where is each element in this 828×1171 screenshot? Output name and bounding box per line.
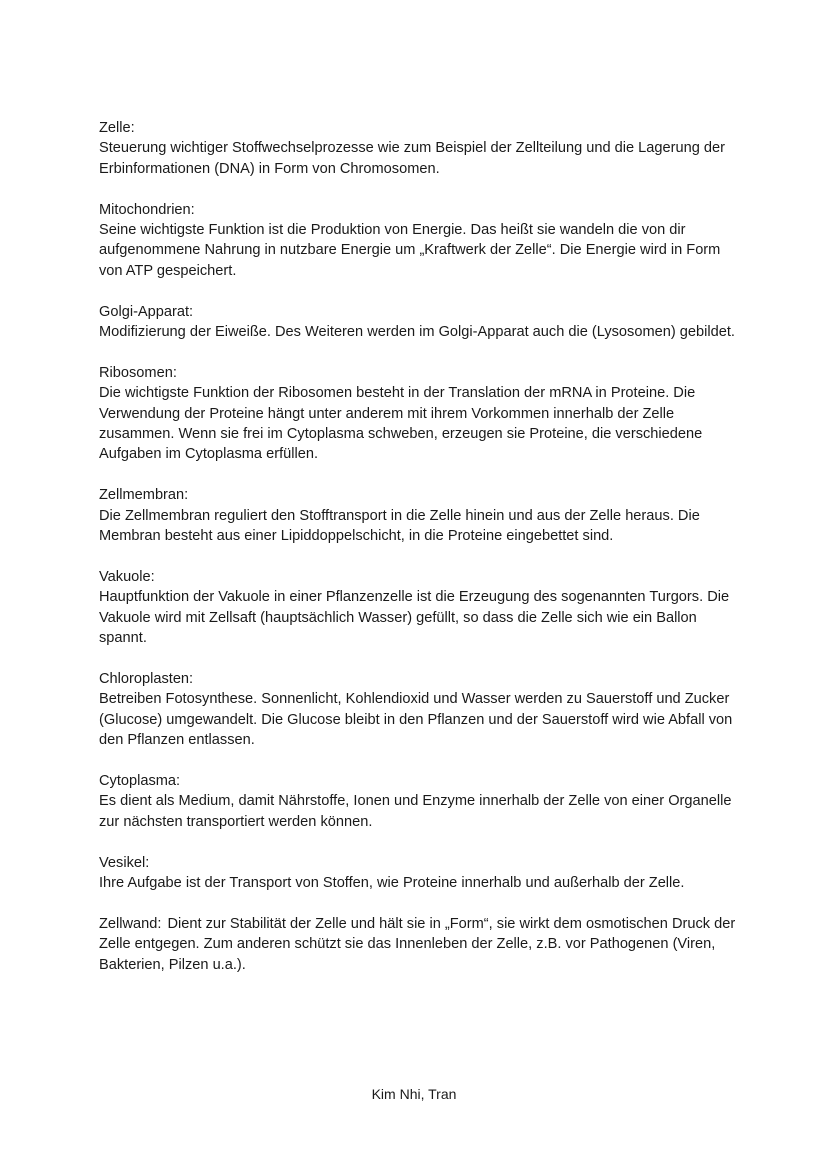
section-text: Modifizierung der Eiweiße. Des Weiteren werden im Golgi-Apparat auch die (Lysosomen) gebildet.	[99, 324, 735, 341]
section-text: Steuerung wichtiger Stoffwechselprozesse wie zum Beispiel der Zellteilung und die Lagerung der Erbinformationen (DNA) in Form von Chromosomen.	[99, 140, 725, 177]
section-heading: Zellmembran:	[99, 487, 189, 504]
section-heading: Ribosomen:	[99, 364, 177, 381]
section-text: Dient zur Stabilität der Zelle und hält sie in „Form“, sie wirkt dem osmotischen Druck der Zelle entgegen. Zum anderen schützt sie das Innenleben der Zelle, z.B. vor Pathogenen (Viren, Bakterien, Pilzen u.a.).	[99, 915, 736, 973]
section-zellwand	[99, 914, 739, 975]
section-ribosomen	[99, 363, 739, 465]
section-text: Die Zellmembran reguliert den Stofftransport in die Zelle hinein und aus der Zelle heraus. Die Membran besteht aus einer Lipiddoppelschicht, in die Proteine eingebettet sind.	[99, 507, 700, 545]
section-heading: Chloroplasten:	[99, 670, 194, 687]
section-chloroplasten	[99, 669, 739, 751]
section-cytoplasma	[99, 771, 739, 832]
section-heading: Vesikel:	[99, 854, 150, 871]
section-vakuole	[99, 567, 739, 649]
section-text: Seine wichtigste Funktion ist die Produktion von Energie. Das heißt sie wandeln die von dir aufgenommene Nahrung in nutzbare Energie um „Kraftwerk der Zelle“. Die Energie wird in Form von ATP gespeichert.	[99, 222, 721, 279]
section-zellmembran	[99, 485, 739, 546]
section-heading: Mitochondrien:	[99, 201, 195, 218]
section-golgi-apparat	[99, 302, 739, 343]
section-text: Es dient als Medium, damit Nährstoffe, Ionen und Enzyme innerhalb der Zelle von einer Organelle zur nächsten transportiert werden können.	[99, 793, 732, 830]
footer-author: Kim Nhi, Tran	[371, 1086, 457, 1102]
section-text: Betreiben Fotosynthese. Sonnenlicht, Kohlendioxid und Wasser werden zu Sauerstoff und Zucker (Glucose) umgewandelt. Die Glucose bleibt in den Pflanzen und der Sauerstoff wird wie Abfall von den Pflanzen entlassen.	[99, 691, 733, 749]
section-text: Hauptfunktion der Vakuole in einer Pflanzenzelle ist die Erzeugung des sogenannten Turgors. Die Vakuole wird mit Zellsaft (hauptsächlich Wasser) gefüllt, so dass die Zelle sich wie ein Ballon spannt.	[99, 589, 730, 647]
section-heading: Vakuole:	[99, 568, 155, 585]
document-body	[99, 118, 739, 995]
section-mitochondrien	[99, 200, 739, 282]
section-vesikel	[99, 853, 739, 894]
section-heading: Cytoplasma:	[99, 772, 181, 789]
section-text: Die wichtigste Funktion der Ribosomen besteht in der Translation der mRNA in Proteine. Die Verwendung der Proteine hängt unter anderem mit ihrem Vorkommen innerhalb der Zelle zusammen. Wenn sie frei im Cytoplasma schweben, erzeugen sie Proteine, die verschiedene Aufgaben im Cytoplasma erfüllen.	[99, 385, 703, 463]
section-heading: Zellwand:	[99, 915, 162, 932]
section-heading: Golgi-Apparat:	[99, 303, 194, 320]
section-text: Ihre Aufgabe ist der Transport von Stoffen, wie Proteine innerhalb und außerhalb der Zelle.	[99, 874, 685, 891]
section-heading: Zelle:	[99, 120, 135, 136]
section-zelle	[99, 118, 739, 179]
